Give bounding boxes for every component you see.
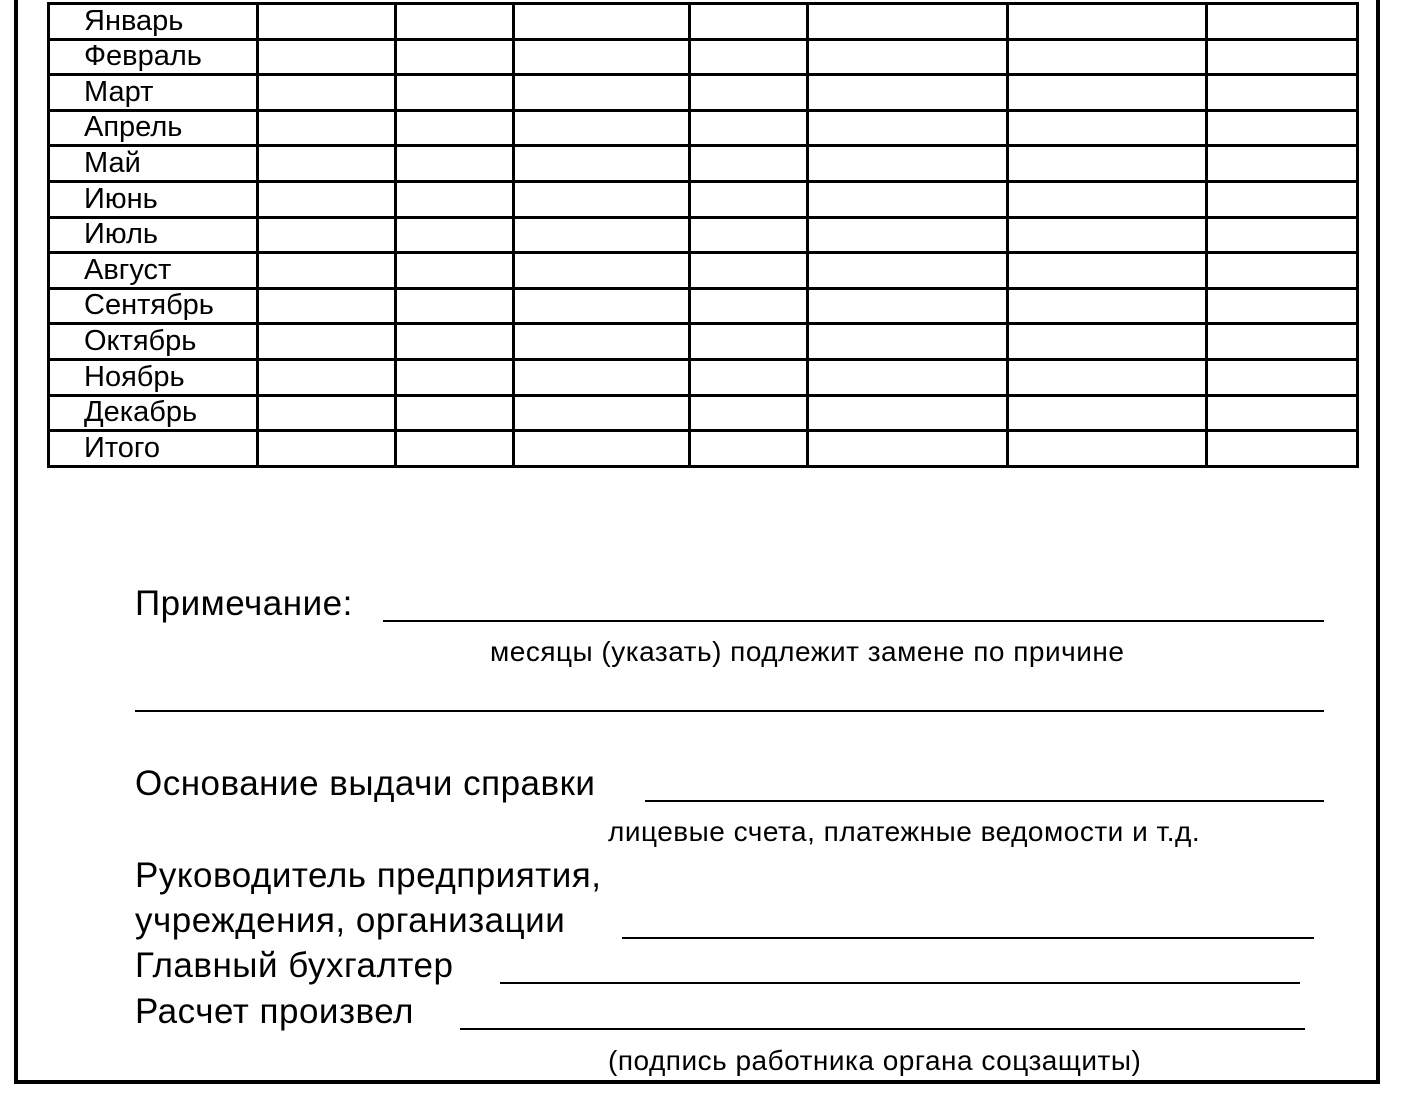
table-cell[interactable]: [258, 253, 396, 289]
head-signature-line[interactable]: [622, 937, 1314, 939]
table-cell[interactable]: [1207, 431, 1358, 467]
table-cell[interactable]: [690, 110, 808, 146]
head-label-line1: Руководитель предприятия,: [135, 856, 602, 895]
table-cell[interactable]: [1207, 110, 1358, 146]
table-cell[interactable]: [396, 110, 514, 146]
table-cell[interactable]: [258, 288, 396, 324]
table-row: [49, 253, 1358, 289]
table-cell[interactable]: [1207, 75, 1358, 111]
table-row: [49, 75, 1358, 111]
table-cell[interactable]: [396, 217, 514, 253]
table-cell[interactable]: [1008, 324, 1207, 360]
table-cell[interactable]: [1008, 359, 1207, 395]
table-row: [49, 288, 1358, 324]
month-label: Апрель: [49, 110, 258, 146]
table-cell[interactable]: [396, 324, 514, 360]
table-cell[interactable]: [1207, 181, 1358, 217]
table-cell[interactable]: [690, 181, 808, 217]
table-cell[interactable]: [690, 288, 808, 324]
table-cell[interactable]: [690, 39, 808, 75]
table-row: [49, 395, 1358, 431]
month-label: Февраль: [49, 39, 258, 75]
head-label-line2: учреждения, организации: [135, 901, 566, 940]
note-line[interactable]: [383, 620, 1324, 622]
table-cell[interactable]: [258, 39, 396, 75]
table-cell[interactable]: [1207, 4, 1358, 40]
note-line-2[interactable]: [135, 710, 1324, 712]
table-cell[interactable]: [1008, 110, 1207, 146]
table-row: [49, 39, 1358, 75]
table-cell[interactable]: [514, 359, 690, 395]
month-label: Март: [49, 75, 258, 111]
table-cell[interactable]: [1008, 217, 1207, 253]
table-cell[interactable]: [1207, 39, 1358, 75]
table-cell[interactable]: [258, 359, 396, 395]
table-cell[interactable]: [258, 4, 396, 40]
table-row: [49, 181, 1358, 217]
table-cell[interactable]: [396, 395, 514, 431]
table-cell[interactable]: [514, 395, 690, 431]
table-row: [49, 324, 1358, 360]
table-cell[interactable]: [1207, 324, 1358, 360]
table-cell[interactable]: [1207, 395, 1358, 431]
table-cell[interactable]: [690, 146, 808, 182]
table-cell[interactable]: [396, 431, 514, 467]
table-cell[interactable]: [1008, 181, 1207, 217]
table-cell[interactable]: [690, 359, 808, 395]
table-cell[interactable]: [258, 75, 396, 111]
basis-label: Основание выдачи справки: [135, 764, 596, 803]
table-cell[interactable]: [258, 217, 396, 253]
table-cell[interactable]: [1008, 288, 1207, 324]
table-cell[interactable]: [808, 75, 1008, 111]
table-cell[interactable]: [690, 395, 808, 431]
table-cell[interactable]: [690, 4, 808, 40]
table-cell[interactable]: [1207, 217, 1358, 253]
table-cell[interactable]: [258, 181, 396, 217]
table-cell[interactable]: [808, 217, 1008, 253]
table-cell[interactable]: [690, 324, 808, 360]
table-cell[interactable]: [808, 324, 1008, 360]
calc-signature-line[interactable]: [460, 1028, 1305, 1030]
table-cell[interactable]: [808, 359, 1008, 395]
month-label: Сентябрь: [49, 288, 258, 324]
table-cell[interactable]: [1008, 146, 1207, 182]
table-row: [49, 431, 1358, 467]
table-cell[interactable]: [514, 324, 690, 360]
table-row: [49, 217, 1358, 253]
table-cell[interactable]: [1008, 253, 1207, 289]
table-cell[interactable]: [514, 253, 690, 289]
table-cell[interactable]: [396, 359, 514, 395]
month-label: Май: [49, 146, 258, 182]
month-label: Декабрь: [49, 395, 258, 431]
table-cell[interactable]: [514, 110, 690, 146]
table-row: [49, 359, 1358, 395]
note-hint: месяцы (указать) подлежит замене по причине: [490, 636, 1125, 667]
table-cell[interactable]: [1008, 395, 1207, 431]
table-cell[interactable]: [1008, 75, 1207, 111]
table-cell[interactable]: [396, 39, 514, 75]
table-cell[interactable]: [808, 431, 1008, 467]
table-cell[interactable]: [1008, 431, 1207, 467]
table-cell[interactable]: [514, 217, 690, 253]
table-cell[interactable]: [690, 431, 808, 467]
calc-label: Расчет произвел: [135, 992, 414, 1031]
table-cell[interactable]: [808, 395, 1008, 431]
table-cell[interactable]: [690, 75, 808, 111]
table-cell[interactable]: [690, 217, 808, 253]
table-cell[interactable]: [396, 146, 514, 182]
table-cell[interactable]: [396, 75, 514, 111]
month-label: Август: [49, 253, 258, 289]
month-label: Итого: [49, 431, 258, 467]
table-cell[interactable]: [808, 253, 1008, 289]
month-label: Октябрь: [49, 324, 258, 360]
months-table: [47, 2, 1359, 468]
table-cell[interactable]: [258, 110, 396, 146]
table-cell[interactable]: [690, 253, 808, 289]
accountant-label: Главный бухгалтер: [135, 946, 454, 985]
table-cell[interactable]: [514, 4, 690, 40]
table-cell[interactable]: [514, 431, 690, 467]
table-cell[interactable]: [514, 146, 690, 182]
table-cell[interactable]: [396, 253, 514, 289]
table-cell[interactable]: [396, 4, 514, 40]
table-cell[interactable]: [1207, 359, 1358, 395]
table-cell[interactable]: [514, 75, 690, 111]
table-cell[interactable]: [258, 395, 396, 431]
table-cell[interactable]: [1207, 146, 1358, 182]
table-row: [49, 146, 1358, 182]
table-cell[interactable]: [258, 324, 396, 360]
table-cell[interactable]: [396, 288, 514, 324]
table-cell[interactable]: [1207, 288, 1358, 324]
table-cell[interactable]: [258, 146, 396, 182]
table-cell[interactable]: [808, 4, 1008, 40]
table-cell[interactable]: [808, 146, 1008, 182]
table-cell[interactable]: [514, 39, 690, 75]
note-label: Примечание:: [135, 584, 353, 623]
table-row: [49, 4, 1358, 40]
table-row: [49, 110, 1358, 146]
table-cell[interactable]: [808, 288, 1008, 324]
table-cell[interactable]: [1207, 253, 1358, 289]
table-cell[interactable]: [396, 181, 514, 217]
table-cell[interactable]: [808, 39, 1008, 75]
basis-line[interactable]: [645, 800, 1324, 802]
table-cell[interactable]: [258, 431, 396, 467]
table-cell[interactable]: [514, 288, 690, 324]
table-cell[interactable]: [1008, 39, 1207, 75]
month-label: Январь: [49, 4, 258, 40]
table-cell[interactable]: [514, 181, 690, 217]
month-label: Ноябрь: [49, 359, 258, 395]
month-label: Июль: [49, 217, 258, 253]
calc-hint: (подпись работника органа соцзащиты): [608, 1045, 1142, 1076]
basis-hint: лицевые счета, платежные ведомости и т.д.: [608, 816, 1201, 847]
month-label: Июнь: [49, 181, 258, 217]
table-cell[interactable]: [1008, 4, 1207, 40]
table-cell[interactable]: [808, 181, 1008, 217]
accountant-signature-line[interactable]: [500, 982, 1300, 984]
table-cell[interactable]: [808, 110, 1008, 146]
